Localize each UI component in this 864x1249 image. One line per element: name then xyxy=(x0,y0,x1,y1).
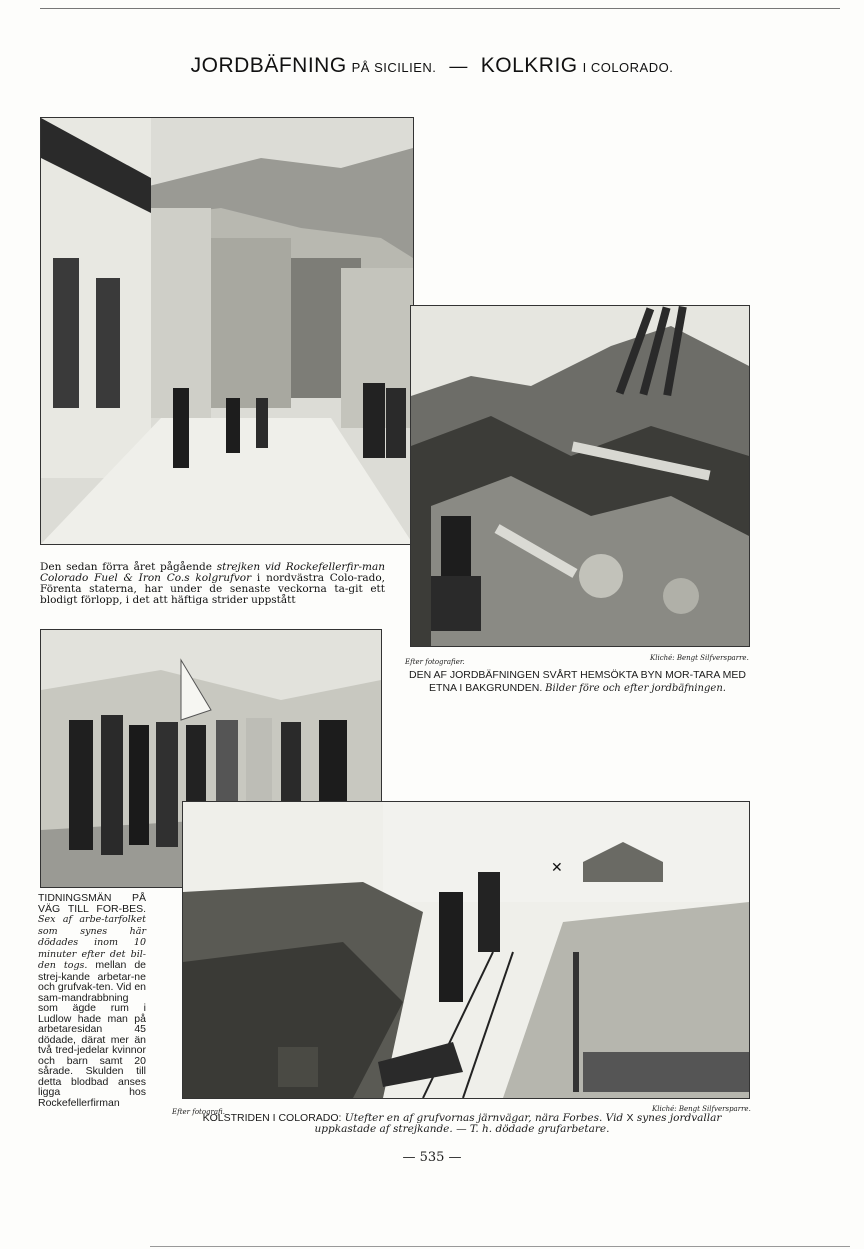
photo-ruins-mortara-after xyxy=(410,305,750,647)
headline-dash: — xyxy=(449,56,468,76)
intro-lead: Den sedan förra året pågående xyxy=(40,561,212,573)
page-number: — 535 — xyxy=(402,1150,462,1165)
cliche-credit-colorado: Kliché: Bengt Silfversparre. xyxy=(652,1105,751,1113)
side-column-italic: Sex af arbe-tarfolket som synes här dödades inom 10 minuter efter det bil-den togs. xyxy=(38,914,146,971)
bottom-rule xyxy=(150,1246,850,1247)
earthquake-caption-main: DEN AF JORDBÄFNINGEN SVÅRT HEMSÖKTA BYN MOR-TARA MED ETNA I BAKGRUNDEN. xyxy=(408,669,747,694)
intro-italic: strejken vid Rockefellerfir-man Colorado Fuel & Iron Co.s kolgrufvor xyxy=(40,561,385,584)
cliche-credit-earthquake: Kliché: Bengt Silfversparre. xyxy=(650,654,749,662)
svg-text:✕: ✕ xyxy=(551,860,563,876)
ruins-scene-graphic xyxy=(411,306,749,646)
side-column-title: TIDNINGSMÄN PÅ VÄG TILL FOR-BES. xyxy=(38,892,146,915)
photo-credit-colorado: Efter fotografi. xyxy=(172,1108,225,1116)
street-scene-graphic xyxy=(41,118,413,544)
headline-jordbafning: JORDBÄFNING xyxy=(190,54,347,77)
side-column-text xyxy=(38,893,146,1108)
colorado-caption-x-mark: X xyxy=(626,1112,634,1124)
intro-article-text xyxy=(40,562,385,606)
colorado-caption-label: KOLSTRIDEN I COLORADO: xyxy=(202,1112,342,1124)
earthquake-caption-italic: Bilder före och efter jordbäfningen. xyxy=(545,683,726,694)
railway-scene-graphic xyxy=(183,802,749,1098)
headline-kolkrig: KOLKRIG xyxy=(480,54,578,77)
top-rule xyxy=(40,8,840,9)
photo-railway-colorado xyxy=(182,801,750,1099)
intro-rest: i nordvästra Colo-rado, Förenta staterna, har under de senaste veckorna ta-git ett blodigt förlopp, i det att häftiga strider uppstått xyxy=(40,572,386,606)
colorado-caption-italic-a: Utefter en af grufvornas järnvägar, nära Forbes. Vid xyxy=(344,1112,624,1124)
headline-pa-sicilien: PÅ SICILIEN. xyxy=(351,60,437,75)
colorado-caption-italic-b: synes jordvallar uppkastade af strejkande. — T. h. dödade grufarbetare. xyxy=(314,1112,722,1135)
side-column-body: mellan de strej-kande arbetar-ne och grufvak-ten. Vid en sam-mandrabbning som ägde rum i Ludlow hade man på arbetaresidan 45 dödade, därat mer än två tred-jedelar kvinnor och barn samt 20 sårade. Skulden till detta blodbad anses ligga hos Rockefellerfirman xyxy=(38,959,146,1109)
colorado-caption xyxy=(172,1113,752,1135)
photo-street-mortara-before xyxy=(40,117,414,545)
page-headline xyxy=(0,54,864,78)
photo-credit-earthquake: Efter fotografier. xyxy=(405,658,465,666)
earthquake-caption xyxy=(405,669,750,695)
headline-i-colorado: I COLORADO. xyxy=(582,60,674,75)
